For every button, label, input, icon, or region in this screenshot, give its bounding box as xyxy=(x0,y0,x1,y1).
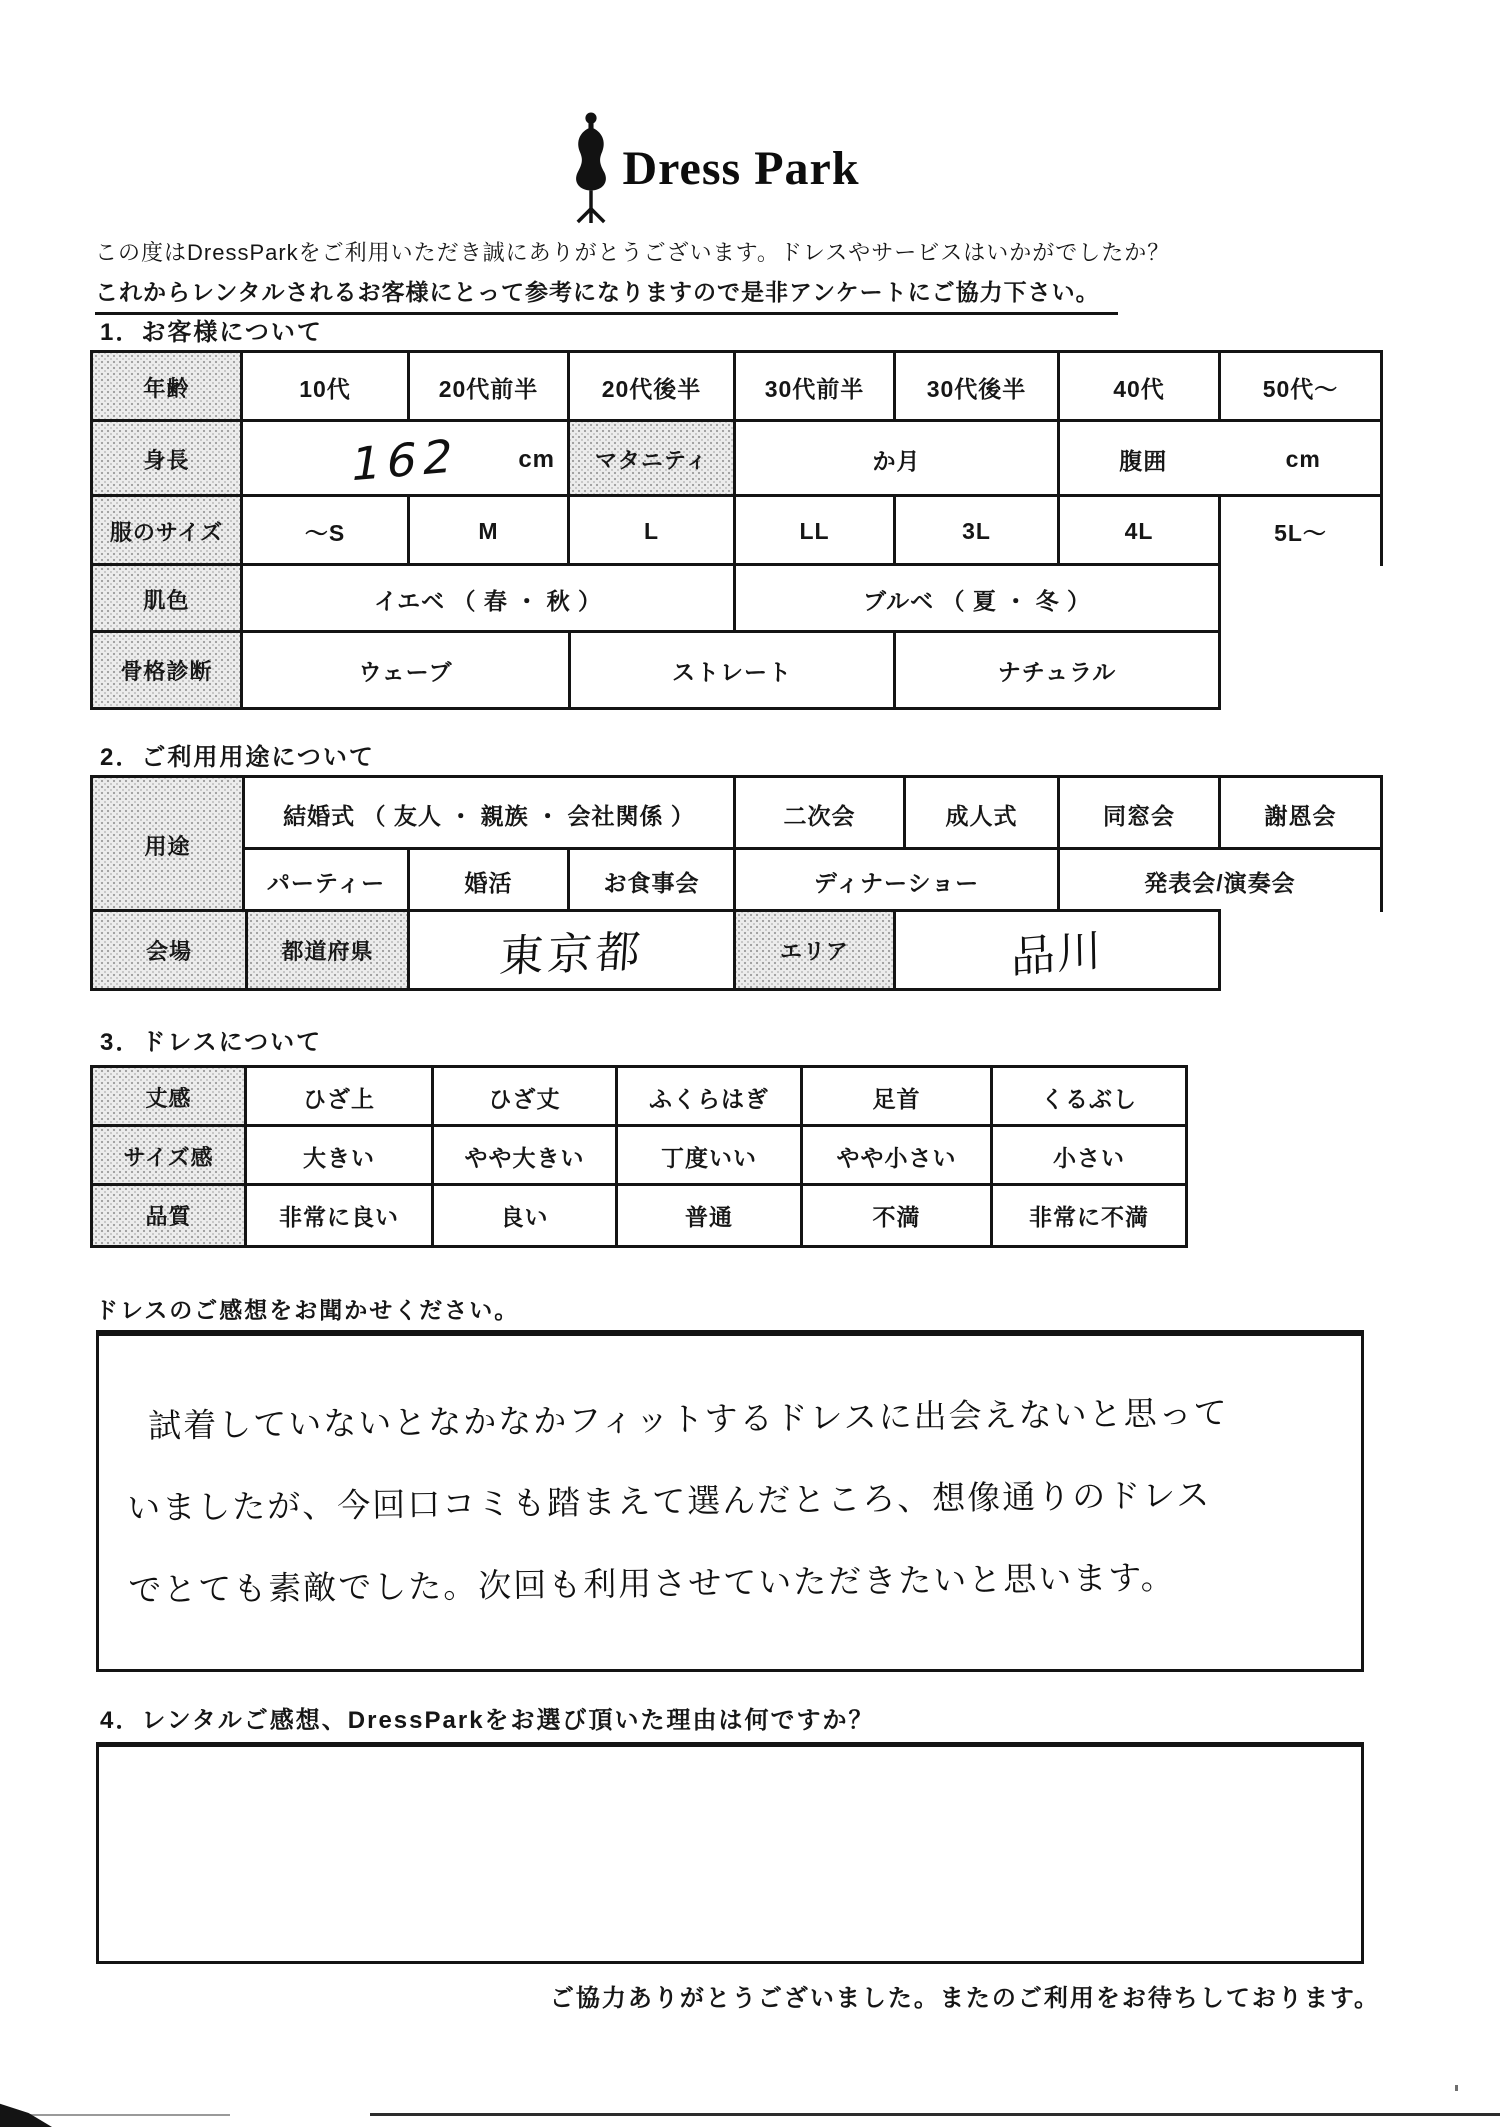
age-option-early30s: 30代前半 xyxy=(733,350,893,422)
scan-artifact-corner-blob xyxy=(0,2096,52,2127)
usage-option-konkatsu: 婚活 xyxy=(407,847,567,912)
fit-row xyxy=(90,1124,1188,1186)
usage-option-dinner: お食事会 xyxy=(567,847,733,912)
area-value-cell xyxy=(893,909,1221,991)
frame-label: 骨格診断 xyxy=(90,630,240,710)
usage-row-2 xyxy=(242,847,1383,912)
waist-cell xyxy=(1057,419,1383,497)
clothing-size-row xyxy=(90,494,1383,566)
skin-option-blue-base: ブルベ （ 夏 ・ 冬 ） xyxy=(733,563,1221,633)
maternity-label: マタニティ xyxy=(567,419,733,497)
clothing-size-label: 服のサイズ xyxy=(90,494,240,566)
size-option-s: 〜S xyxy=(240,494,407,566)
dress-form-icon xyxy=(570,112,612,224)
size-option-l: L xyxy=(567,494,733,566)
comments-line-1: 試着していないとなかなかフィットするドレスに出会えないと思って xyxy=(148,1392,1229,1446)
scan-artifact-left-line xyxy=(0,2114,230,2116)
height-handwritten-value: 162 xyxy=(346,427,464,492)
height-value-cell xyxy=(240,419,567,497)
prefecture-value-cell xyxy=(407,909,733,991)
usage-option-afterparty: 二次会 xyxy=(733,775,903,850)
quality-option-very-dissatisfied: 非常に不満 xyxy=(990,1183,1188,1248)
area-label: エリア xyxy=(733,909,893,991)
length-label: 丈感 xyxy=(90,1065,244,1127)
intro-line-2: これからレンタルされるお客様にとって参考になりますので是非アンケートにご協力下さい。 xyxy=(95,274,1118,315)
age-option-10s: 10代 xyxy=(240,350,407,422)
fit-option-slightly-small: やや小さい xyxy=(800,1124,990,1186)
intro-line-1: この度はDressParkをご利用いただき誠にありがとうございます。ドレスやサービスはいかがでしたか？ xyxy=(95,240,1171,265)
venue-row xyxy=(90,909,1221,991)
age-option-late30s: 30代後半 xyxy=(893,350,1057,422)
maternity-months-cell: か月 xyxy=(733,419,1057,497)
fit-label: サイズ感 xyxy=(90,1124,244,1186)
comments-box xyxy=(96,1330,1364,1672)
length-row xyxy=(90,1065,1188,1127)
frame-option-natural: ナチュラル xyxy=(893,630,1221,710)
frame-option-straight: ストレート xyxy=(568,630,893,710)
height-unit: cm xyxy=(518,445,555,473)
fit-option-small: 小さい xyxy=(990,1124,1188,1186)
brand-name: Dress Park xyxy=(622,141,860,195)
size-option-3l: 3L xyxy=(893,494,1057,566)
quality-option-very-good: 非常に良い xyxy=(244,1183,431,1248)
frame-option-wave: ウェーブ xyxy=(240,630,568,710)
comments-handwritten-text xyxy=(97,1328,1362,1631)
height-label: 身長 xyxy=(90,419,240,497)
usage-option-wedding: 結婚式 （ 友人 ・ 親族 ・ 会社関係 ） xyxy=(242,775,733,850)
length-option-above-knee: ひざ上 xyxy=(244,1065,431,1127)
size-option-5l: 5L〜 xyxy=(1218,494,1383,566)
scan-artifact-dot xyxy=(1455,2085,1458,2091)
length-option-knee: ひざ丈 xyxy=(431,1065,615,1127)
quality-option-good: 良い xyxy=(431,1183,615,1248)
usage-option-coming-of-age: 成人式 xyxy=(903,775,1057,850)
fit-option-just-right: 丁度いい xyxy=(615,1124,800,1186)
usage-label: 用途 xyxy=(90,775,245,915)
section2-heading: 2．ご利用用途について xyxy=(100,744,375,771)
size-option-ll: LL xyxy=(733,494,893,566)
length-option-calf: ふくらはぎ xyxy=(615,1065,800,1127)
age-row xyxy=(90,350,1383,422)
usage-option-recital: 発表会/演奏会 xyxy=(1057,847,1383,912)
age-option-50s: 50代〜 xyxy=(1218,350,1383,422)
frame-row xyxy=(90,630,1221,710)
comments-line-2: いましたが、今回口コミも踏まえて選んだところ、想像通りのドレス xyxy=(127,1475,1212,1528)
area-handwritten-value: 品川 xyxy=(1010,925,1104,984)
venue-label: 会場 xyxy=(90,909,245,991)
skin-option-yellow-base: イエベ （ 春 ・ 秋 ） xyxy=(240,563,733,633)
waist-label: 腹囲 xyxy=(1119,448,1168,474)
quality-row xyxy=(90,1183,1188,1248)
fit-option-large: 大きい xyxy=(244,1124,431,1186)
quality-option-dissatisfied: 不満 xyxy=(800,1183,990,1248)
usage-option-party: パーティー xyxy=(242,847,407,912)
comments-heading: ドレスのご感想をお聞かせください。 xyxy=(95,1297,520,1323)
section3-heading: 3．ドレスについて xyxy=(100,1029,323,1056)
quality-option-normal: 普通 xyxy=(615,1183,800,1248)
brand-logo xyxy=(0,112,1430,224)
age-label: 年齢 xyxy=(90,350,240,422)
size-option-4l: 4L xyxy=(1057,494,1218,566)
length-option-ankle: 足首 xyxy=(800,1065,990,1127)
section1-heading: 1．お客様について xyxy=(100,319,323,346)
section4-heading: 4．レンタルご感想、DressParkをお選び頂いた理由は何ですか？ xyxy=(100,1707,875,1734)
height-row xyxy=(90,419,1383,497)
age-option-late20s: 20代後半 xyxy=(567,350,733,422)
length-option-anklebone: くるぶし xyxy=(990,1065,1188,1127)
usage-option-dinner-show: ディナーショー xyxy=(733,847,1057,912)
fit-option-slightly-large: やや大きい xyxy=(431,1124,615,1186)
prefecture-label: 都道府県 xyxy=(245,909,407,991)
usage-option-reunion: 同窓会 xyxy=(1057,775,1218,850)
usage-row-1 xyxy=(242,775,1383,850)
age-option-40s: 40代 xyxy=(1057,350,1218,422)
prefecture-handwritten-value: 東京都 xyxy=(497,926,646,983)
skin-tone-label: 肌色 xyxy=(90,563,240,633)
quality-label: 品質 xyxy=(90,1183,244,1248)
skin-tone-row xyxy=(90,563,1221,633)
usage-option-thanks-party: 謝恩会 xyxy=(1218,775,1383,850)
reason-box-empty xyxy=(96,1742,1364,1964)
comments-line-3: でとても素敵でした。次回も利用させていただきたいと思います。 xyxy=(128,1557,1176,1610)
scan-artifact-bottom-line xyxy=(370,2113,1500,2116)
footer-thanks-text: ご協力ありがとうございました。またのご利用をお待ちしております。 xyxy=(549,1985,1380,2012)
waist-unit: cm xyxy=(1285,446,1321,472)
age-option-early20s: 20代前半 xyxy=(407,350,567,422)
size-option-m: M xyxy=(407,494,567,566)
